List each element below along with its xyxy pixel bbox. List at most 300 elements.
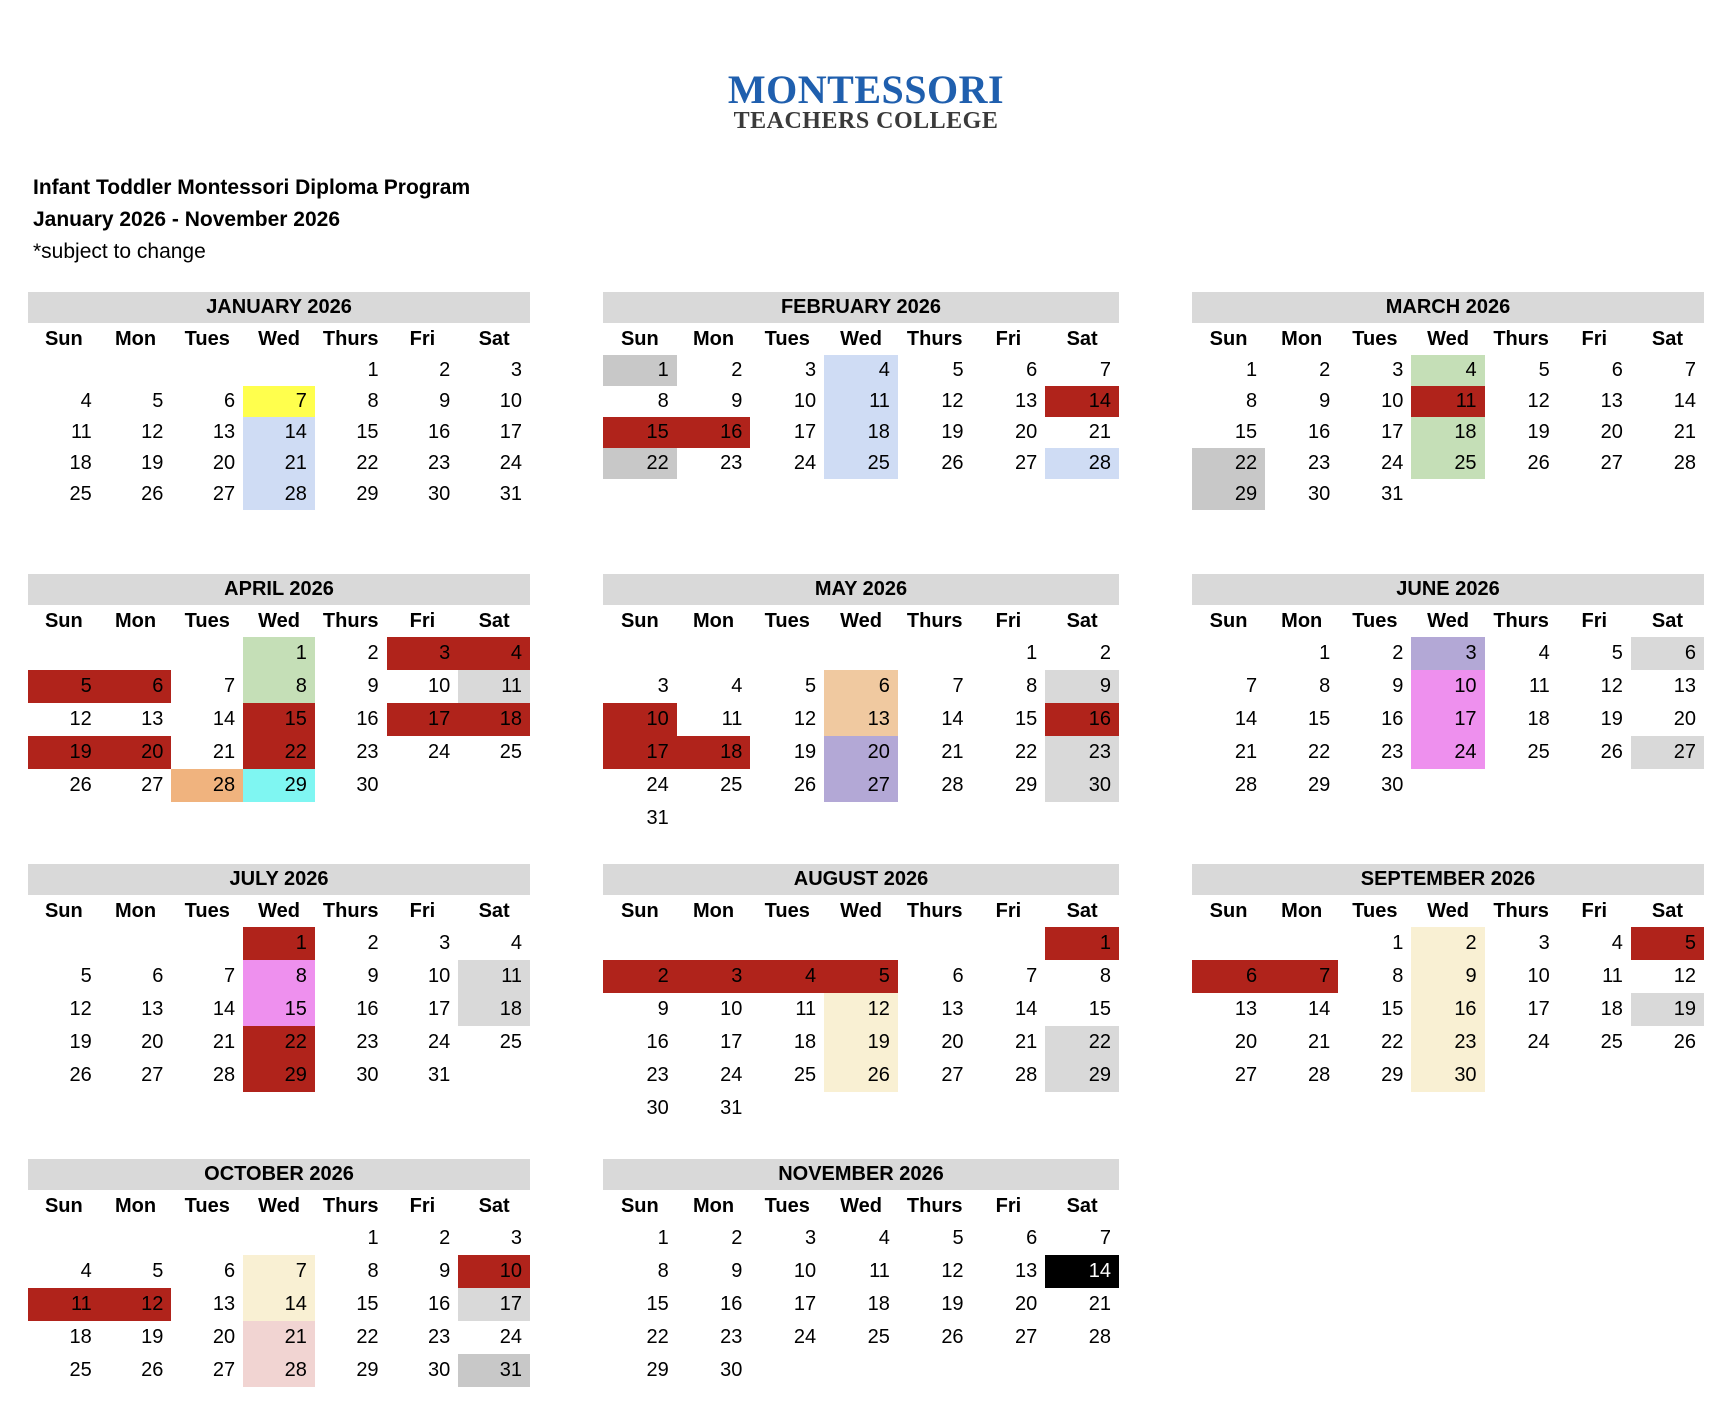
- weekday-label: Thurs: [1493, 328, 1549, 350]
- day-cell: 26: [941, 1326, 964, 1348]
- logo-line-2: TEACHERS COLLEGE: [733, 108, 999, 134]
- day-cell: 7: [243, 386, 315, 417]
- day-cell: 27: [824, 769, 898, 802]
- weekday-label: Sat: [1066, 1195, 1098, 1217]
- day-cell: 16: [1045, 703, 1119, 736]
- day-cell: 25: [69, 1359, 92, 1381]
- day-cell: 15: [603, 417, 677, 448]
- empty-cell: [824, 637, 898, 670]
- day-cell: 10: [1527, 965, 1550, 987]
- day-cell: 27: [141, 774, 164, 796]
- weekday-header-row: [1192, 323, 1704, 355]
- day-cell: 21: [941, 741, 964, 763]
- day-cell: 30: [720, 1359, 743, 1381]
- day-cell: 9: [439, 390, 451, 412]
- empty-cell: [1192, 637, 1265, 670]
- day-cell: 3: [805, 1227, 817, 1249]
- weekday-label: Mon: [115, 610, 157, 632]
- month-july: [28, 864, 530, 1092]
- day-grid: [28, 355, 530, 510]
- day-cell: 23: [428, 1326, 451, 1348]
- day-cell: 16: [720, 1293, 743, 1315]
- weekday-label: Mon: [693, 1195, 735, 1217]
- day-cell: 5: [824, 960, 898, 993]
- day-cell: 2: [731, 359, 743, 381]
- day-cell: 27: [141, 1064, 164, 1086]
- day-cell: 30: [356, 1064, 379, 1086]
- day-cell: 25: [499, 1031, 522, 1053]
- day-cell: 19: [1527, 421, 1550, 443]
- weekday-label: Fri: [409, 328, 436, 350]
- day-cell: 18: [1600, 998, 1623, 1020]
- day-cell: 28: [941, 774, 964, 796]
- weekday-label: Wed: [840, 328, 882, 350]
- day-cell: 5: [952, 359, 964, 381]
- day-cell: 2: [731, 1227, 743, 1249]
- weekday-label: Fri: [995, 328, 1022, 350]
- day-cell: 22: [1308, 741, 1331, 763]
- weekday-label: Wed: [258, 610, 300, 632]
- day-cell: 18: [69, 452, 92, 474]
- day-cell: 24: [793, 1326, 817, 1348]
- day-cell: 13: [212, 1293, 236, 1315]
- weekday-label: Sun: [1209, 328, 1248, 350]
- empty-cell: [100, 355, 172, 386]
- day-cell: 2: [439, 1227, 451, 1249]
- day-cell: 2: [1099, 642, 1111, 664]
- month-title: JUNE 2026: [1192, 574, 1704, 605]
- day-cell: 19: [28, 736, 100, 769]
- day-cell: 31: [646, 807, 669, 829]
- day-cell: 20: [1234, 1031, 1258, 1053]
- day-cell: 21: [243, 448, 315, 479]
- day-cell: 4: [80, 390, 92, 412]
- weekday-label: Wed: [258, 900, 300, 922]
- month-september: [1192, 864, 1704, 1092]
- weekday-label: Sat: [1651, 328, 1683, 350]
- day-cell: 8: [657, 1260, 669, 1282]
- day-cell: 19: [1631, 993, 1704, 1026]
- day-cell: 26: [141, 1359, 164, 1381]
- day-cell: 19: [69, 1031, 92, 1053]
- day-cell: 5: [1538, 359, 1550, 381]
- day-cell: 14: [1045, 1255, 1119, 1288]
- empty-cell: [750, 927, 824, 960]
- empty-cell: [898, 927, 972, 960]
- day-cell: 14: [1308, 998, 1331, 1020]
- weekday-label: Tues: [184, 900, 230, 922]
- day-cell: 18: [69, 1326, 92, 1348]
- day-cell: 1: [657, 1227, 669, 1249]
- day-cell: 13: [1673, 675, 1696, 697]
- day-cell: 14: [1673, 390, 1696, 412]
- day-cell: 13: [212, 421, 236, 443]
- day-cell: 21: [1308, 1031, 1331, 1053]
- day-cell: 6: [1192, 960, 1265, 993]
- day-cell: 25: [867, 1326, 890, 1348]
- day-cell: 8: [243, 670, 315, 703]
- day-cell: 15: [646, 1293, 669, 1315]
- day-cell: 21: [212, 741, 236, 763]
- day-cell: 6: [224, 390, 236, 412]
- day-cell: 12: [100, 1288, 172, 1321]
- day-cell: 21: [1234, 741, 1258, 763]
- day-cell: 19: [141, 1326, 164, 1348]
- day-cell: 5: [152, 1260, 164, 1282]
- day-grid: [1192, 355, 1704, 510]
- day-cell: 21: [1088, 421, 1111, 443]
- day-cell: 13: [1234, 998, 1258, 1020]
- day-cell: 28: [243, 479, 315, 510]
- weekday-label: Sun: [620, 900, 659, 922]
- day-cell: 18: [1527, 708, 1550, 730]
- weekday-label: Sun: [44, 328, 83, 350]
- weekday-label: Tues: [184, 1195, 230, 1217]
- day-cell: 23: [720, 452, 743, 474]
- day-cell: 29: [1192, 479, 1265, 510]
- weekday-label: Tues: [764, 610, 810, 632]
- day-cell: 5: [28, 670, 100, 703]
- day-cell: 24: [646, 774, 669, 796]
- day-cell: 8: [1246, 390, 1258, 412]
- weekday-label: Mon: [115, 1195, 157, 1217]
- weekday-label: Sun: [620, 1195, 659, 1217]
- day-cell: 4: [80, 1260, 92, 1282]
- day-cell: 23: [1381, 741, 1404, 763]
- day-cell: 20: [212, 1326, 236, 1348]
- day-cell: 14: [1234, 708, 1258, 730]
- empty-cell: [171, 927, 243, 960]
- empty-cell: [898, 637, 972, 670]
- day-cell: 26: [141, 483, 164, 505]
- day-cell: 15: [1088, 998, 1111, 1020]
- day-cell: 28: [212, 1064, 236, 1086]
- day-cell: 2: [367, 932, 379, 954]
- day-cell: 16: [677, 417, 751, 448]
- day-cell: 18: [824, 417, 898, 448]
- weekday-label: Sun: [620, 328, 659, 350]
- day-cell: 3: [439, 932, 451, 954]
- weekday-label: Fri: [409, 900, 436, 922]
- day-cell: 2: [603, 960, 677, 993]
- day-cell: 7: [243, 1255, 315, 1288]
- month-may: [603, 574, 1119, 835]
- day-cell: 28: [1673, 452, 1696, 474]
- weekday-label: Mon: [115, 328, 157, 350]
- day-cell: 1: [1319, 642, 1331, 664]
- day-cell: 29: [243, 769, 315, 802]
- weekday-label: Sat: [1066, 900, 1098, 922]
- weekday-label: Mon: [1281, 610, 1323, 632]
- day-cell: 11: [1411, 386, 1484, 417]
- empty-cell: [243, 355, 315, 386]
- day-cell: 25: [69, 483, 92, 505]
- month-november: [603, 1159, 1119, 1387]
- change-note: *subject to change: [33, 240, 206, 263]
- day-cell: 31: [1381, 483, 1404, 505]
- day-cell: 10: [458, 1255, 530, 1288]
- weekday-label: Tues: [184, 328, 230, 350]
- day-cell: 3: [1538, 932, 1550, 954]
- month-february: [603, 292, 1119, 479]
- day-cell: 29: [356, 1359, 379, 1381]
- weekday-header-row: [28, 895, 530, 927]
- day-cell: 13: [1015, 390, 1038, 412]
- day-cell: 17: [793, 1293, 817, 1315]
- day-cell: 15: [356, 1293, 379, 1315]
- program-title: Infant Toddler Montessori Diploma Program: [33, 176, 471, 199]
- day-cell: 17: [720, 1031, 743, 1053]
- day-cell: 12: [69, 708, 92, 730]
- weekday-label: Tues: [1352, 900, 1398, 922]
- day-cell: 8: [1099, 965, 1111, 987]
- day-cell: 3: [510, 1227, 522, 1249]
- weekday-label: Tues: [764, 900, 810, 922]
- day-cell: 25: [720, 774, 743, 796]
- day-cell: 14: [212, 998, 236, 1020]
- day-cell: 30: [428, 1359, 451, 1381]
- day-cell: 1: [243, 927, 315, 960]
- empty-cell: [824, 927, 898, 960]
- day-cell: 16: [356, 998, 379, 1020]
- day-cell: 4: [731, 675, 743, 697]
- empty-cell: [28, 1222, 100, 1255]
- day-cell: 22: [356, 1326, 379, 1348]
- day-cell: 11: [458, 960, 530, 993]
- day-cell: 16: [428, 421, 451, 443]
- empty-cell: [677, 637, 751, 670]
- day-cell: 7: [1265, 960, 1338, 993]
- day-cell: 17: [458, 1288, 530, 1321]
- day-cell: 29: [646, 1359, 669, 1381]
- weekday-label: Sat: [1066, 610, 1098, 632]
- day-cell: 2: [367, 642, 379, 664]
- day-cell: 4: [1538, 642, 1550, 664]
- month-january: [28, 292, 530, 510]
- day-cell: 7: [952, 675, 964, 697]
- day-cell: 1: [243, 637, 315, 670]
- day-cell: 15: [1234, 421, 1258, 443]
- day-cell: 12: [1600, 675, 1623, 697]
- day-cell: 16: [428, 1293, 451, 1315]
- day-cell: 6: [152, 965, 164, 987]
- weekday-label: Wed: [1427, 900, 1469, 922]
- day-cell: 26: [69, 1064, 92, 1086]
- day-cell: 27: [1234, 1064, 1258, 1086]
- day-cell: 8: [657, 390, 669, 412]
- day-cell: 20: [1015, 421, 1038, 443]
- day-cell: 11: [869, 1260, 890, 1282]
- day-cell: 24: [499, 1326, 522, 1348]
- day-cell: 22: [356, 452, 379, 474]
- day-cell: 9: [439, 1260, 451, 1282]
- day-cell: 14: [212, 708, 236, 730]
- day-cell: 12: [141, 421, 164, 443]
- month-june: [1192, 574, 1704, 802]
- day-cell: 4: [510, 932, 522, 954]
- empty-cell: [28, 355, 100, 386]
- empty-cell: [171, 355, 243, 386]
- day-cell: 25: [824, 448, 898, 479]
- day-cell: 13: [941, 998, 964, 1020]
- weekday-label: Fri: [1581, 328, 1608, 350]
- weekday-label: Sun: [44, 610, 83, 632]
- day-cell: 15: [1015, 708, 1038, 730]
- day-cell: 8: [367, 1260, 379, 1282]
- day-cell: 25: [1600, 1031, 1623, 1053]
- day-cell: 6: [100, 670, 172, 703]
- weekday-label: Tues: [1352, 328, 1398, 350]
- day-cell: 3: [387, 637, 459, 670]
- day-cell: 18: [458, 703, 530, 736]
- day-cell: 22: [243, 1026, 315, 1059]
- day-cell: 1: [367, 359, 379, 381]
- day-cell: 9: [731, 390, 743, 412]
- month-title: AUGUST 2026: [603, 864, 1119, 895]
- weekday-label: Thurs: [906, 1195, 963, 1217]
- day-cell: 10: [428, 965, 451, 987]
- weekday-label: Mon: [693, 610, 735, 632]
- weekday-label: Fri: [409, 1195, 436, 1217]
- weekday-label: Wed: [1427, 610, 1469, 632]
- day-cell: 28: [171, 769, 243, 802]
- day-cell: 28: [243, 1354, 315, 1387]
- day-cell: 10: [793, 390, 817, 412]
- day-cell: 10: [793, 1260, 817, 1282]
- day-cell: 21: [243, 1321, 315, 1354]
- day-grid: [28, 637, 530, 802]
- day-cell: 5: [805, 675, 817, 697]
- day-cell: 10: [603, 703, 677, 736]
- empty-cell: [100, 637, 172, 670]
- day-cell: 18: [1411, 417, 1484, 448]
- day-cell: 12: [1527, 390, 1550, 412]
- weekday-label: Sat: [478, 328, 510, 350]
- empty-cell: [28, 637, 100, 670]
- day-cell: 1: [1045, 927, 1119, 960]
- day-cell: 1: [1392, 932, 1404, 954]
- day-cell: 3: [805, 359, 817, 381]
- day-cell: 31: [428, 1064, 451, 1086]
- day-cell: 21: [1673, 421, 1696, 443]
- empty-cell: [243, 1222, 315, 1255]
- day-cell: 21: [212, 1031, 236, 1053]
- day-cell: 23: [1308, 452, 1331, 474]
- day-cell: 21: [1088, 1293, 1111, 1315]
- day-cell: 7: [1099, 359, 1111, 381]
- day-cell: 3: [510, 359, 522, 381]
- day-cell: 7: [1099, 1227, 1111, 1249]
- day-cell: 2: [1319, 359, 1331, 381]
- day-cell: 15: [1308, 708, 1331, 730]
- weekday-label: Thurs: [906, 328, 963, 350]
- day-cell: 16: [1308, 421, 1331, 443]
- day-cell: 8: [1319, 675, 1331, 697]
- weekday-label: Wed: [840, 610, 882, 632]
- day-cell: 24: [428, 1031, 451, 1053]
- day-cell: 20: [1015, 1293, 1038, 1315]
- day-cell: 26: [69, 774, 92, 796]
- day-cell: 20: [212, 452, 236, 474]
- month-title: NOVEMBER 2026: [603, 1159, 1119, 1190]
- weekday-label: Fri: [409, 610, 436, 632]
- day-cell: 16: [1381, 708, 1404, 730]
- weekday-label: Sat: [1651, 610, 1683, 632]
- day-cell: 26: [824, 1059, 898, 1092]
- day-cell: 23: [428, 452, 451, 474]
- day-cell: 8: [367, 390, 379, 412]
- weekday-label: Thurs: [906, 610, 963, 632]
- weekday-label: Fri: [1581, 900, 1608, 922]
- day-cell: 27: [1015, 452, 1038, 474]
- day-cell: 5: [1611, 642, 1623, 664]
- day-cell: 5: [152, 390, 164, 412]
- day-cell: 6: [1026, 359, 1038, 381]
- day-cell: 19: [824, 1026, 898, 1059]
- day-cell: 30: [1308, 483, 1331, 505]
- day-cell: 18: [458, 993, 530, 1026]
- day-cell: 7: [1026, 965, 1038, 987]
- day-cell: 1: [367, 1227, 379, 1249]
- weekday-label: Sun: [44, 1195, 83, 1217]
- day-cell: 20: [1673, 708, 1696, 730]
- weekday-label: Tues: [764, 328, 810, 350]
- day-cell: 3: [677, 960, 751, 993]
- weekday-label: Sun: [1209, 610, 1248, 632]
- weekday-header-row: [28, 323, 530, 355]
- college-logo: [700, 67, 1032, 134]
- day-cell: 20: [100, 736, 172, 769]
- day-cell: 15: [1381, 998, 1404, 1020]
- day-cell: 25: [1527, 741, 1550, 763]
- day-cell: 17: [793, 421, 817, 443]
- day-cell: 22: [1381, 1031, 1404, 1053]
- month-title: JULY 2026: [28, 864, 530, 895]
- empty-cell: [171, 1222, 243, 1255]
- day-cell: 30: [428, 483, 451, 505]
- weekday-label: Wed: [258, 1195, 300, 1217]
- day-cell: 17: [1381, 421, 1404, 443]
- empty-cell: [603, 927, 677, 960]
- day-cell: 8: [1026, 675, 1038, 697]
- day-grid: [603, 637, 1119, 835]
- day-cell: 3: [657, 675, 669, 697]
- day-cell: 2: [1411, 927, 1484, 960]
- day-cell: 27: [941, 1064, 964, 1086]
- day-cell: 26: [1527, 452, 1550, 474]
- day-cell: 29: [1381, 1064, 1404, 1086]
- day-cell: 7: [224, 965, 236, 987]
- day-cell: 18: [677, 736, 751, 769]
- day-cell: 17: [1527, 998, 1550, 1020]
- weekday-label: Thurs: [1493, 900, 1549, 922]
- day-cell: 10: [428, 675, 451, 697]
- day-cell: 14: [243, 1288, 315, 1321]
- day-cell: 26: [1600, 741, 1623, 763]
- day-cell: 31: [458, 1354, 530, 1387]
- day-cell: 28: [1308, 1064, 1331, 1086]
- empty-cell: [750, 637, 824, 670]
- day-cell: 11: [795, 998, 817, 1020]
- weekday-label: Thurs: [322, 1195, 379, 1217]
- day-cell: 4: [878, 1227, 890, 1249]
- weekday-label: Fri: [1581, 610, 1608, 632]
- day-cell: 13: [141, 998, 164, 1020]
- day-cell: 11: [458, 670, 530, 703]
- day-cell: 9: [1045, 670, 1119, 703]
- day-cell: 17: [1411, 703, 1484, 736]
- day-cell: 5: [80, 965, 92, 987]
